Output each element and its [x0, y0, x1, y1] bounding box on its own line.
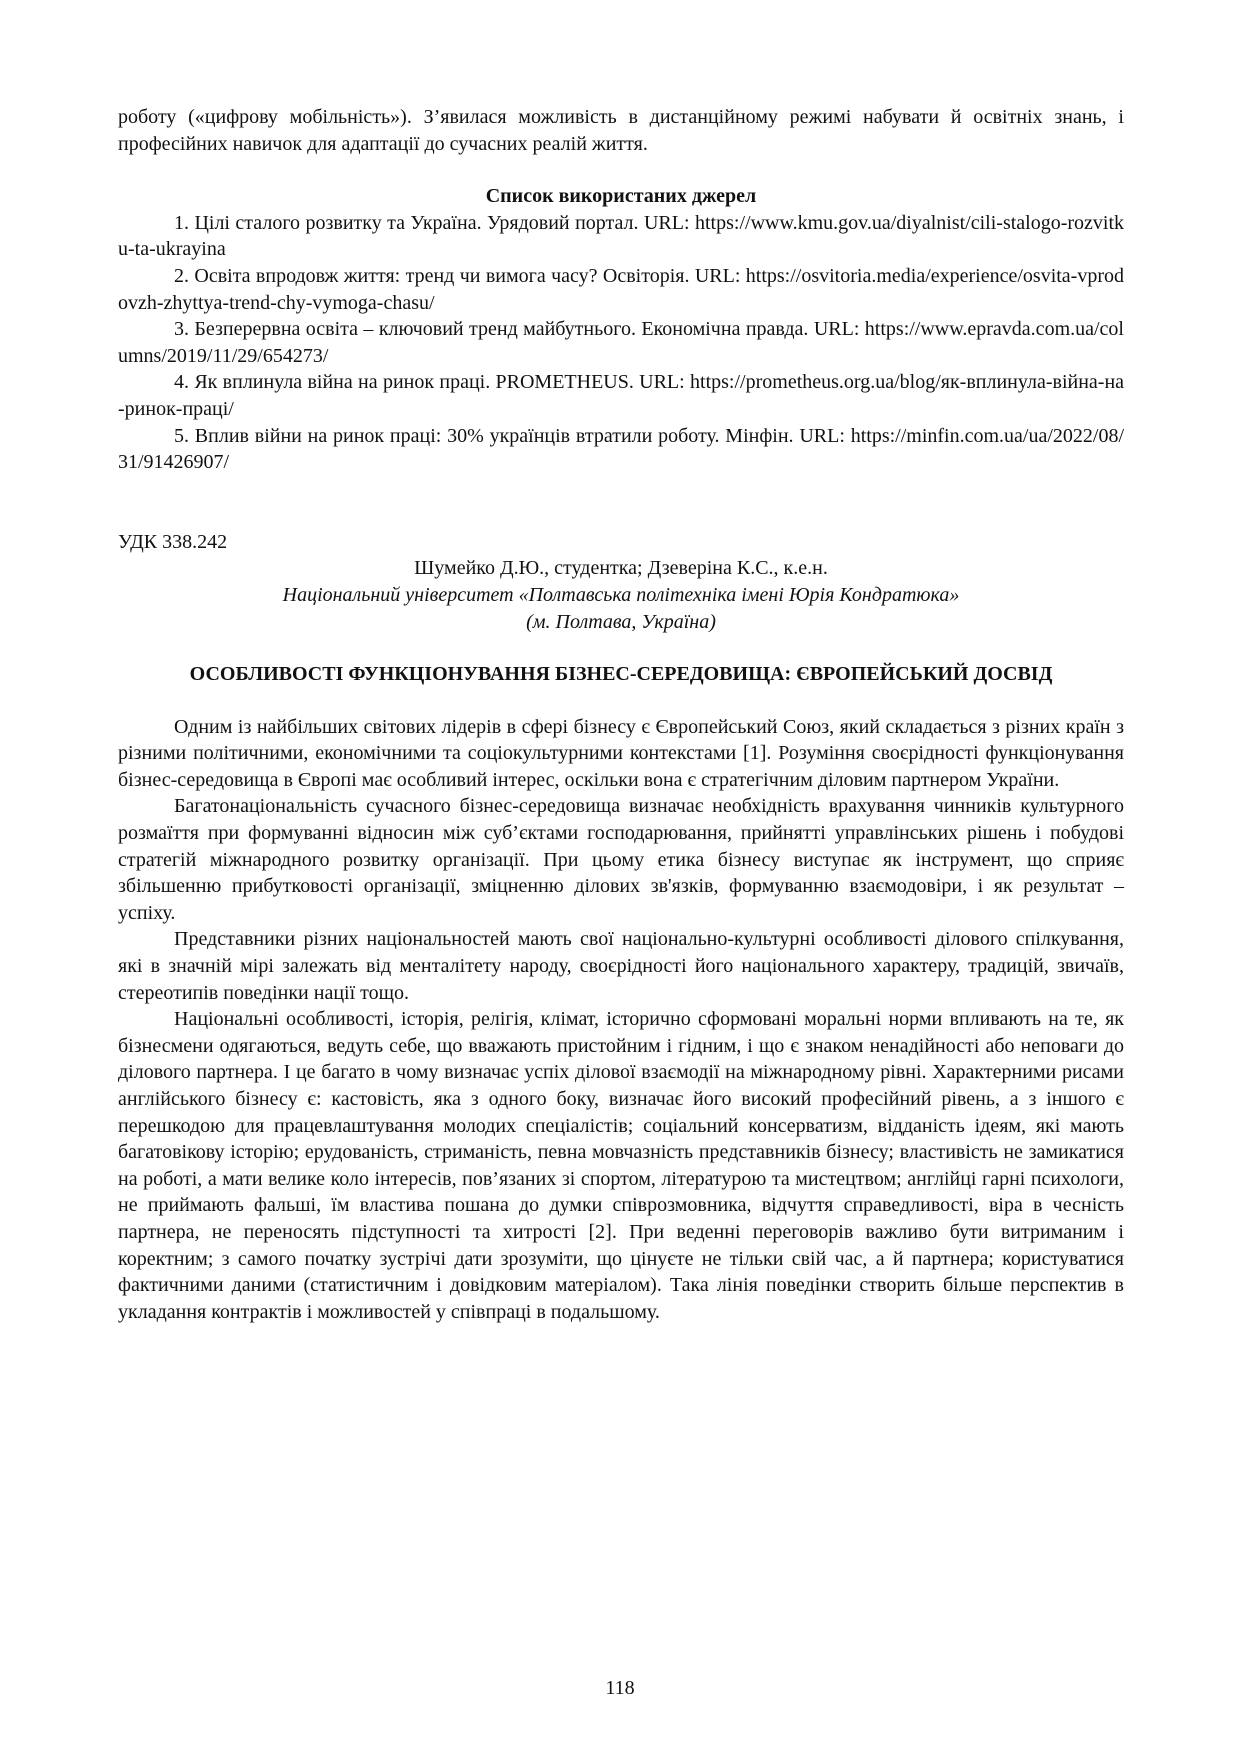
reference-text: Вплив війни на ринок праці: 30% українців втратили роботу. Мінфін. URL: [194, 424, 845, 447]
document-page [118, 104, 1124, 1325]
page-number: 118 [605, 1677, 635, 1699]
article-title: ОСОБЛИВОСТІ ФУНКЦІОНУВАННЯ БІЗНЕС-СЕРЕДОВИЩА: ЄВРОПЕЙСЬКИЙ ДОСВІД [189, 663, 1053, 686]
body-paragraph-2: Багатонаціональність сучасного бізнес-середовища визначає необхідність врахування чинників культурного розмаїття при формуванні відносин між суб’єктами господарювання, прийнятті управлінських рішень і побудові стратегій міжнародного розвитку організації. При цьому етика бізнесу виступає як інструмент, що сприяє збільшенню прибутковості організації, зміцненню ділових зв'язків, формуванню взаємодовіри, і як результат – успіху. [118, 795, 1124, 924]
reference-number: 4. [174, 371, 189, 394]
article-authors: Шумейко Д.Ю., студентка; Дзеверіна К.С., к.е.н. [414, 557, 828, 580]
reference-number: 1. [174, 211, 189, 234]
reference-number: 2. [174, 264, 189, 287]
reference-number: 5. [174, 424, 189, 447]
reference-url[interactable]: https://minfin.com.ua/ua/2022/08/31/91426907/ [118, 424, 1125, 474]
reference-url[interactable]: https://www.epravda.com.ua/columns/2019/11/29/654273/ [118, 318, 1124, 367]
reference-text: Освіта впродовж життя: тренд чи вимога часу? Освіторія. URL: [194, 264, 741, 287]
references-heading: Список використаних джерел [485, 185, 757, 208]
references-list [118, 210, 1124, 476]
article-body [118, 714, 1124, 1326]
reference-url[interactable]: https://osvitoria.media/experience/osvita-vprodovzh-zhyttya-trend-chy-vymoga-chasu/ [118, 264, 1124, 314]
reference-item-3 [118, 316, 1124, 369]
reference-number: 3. [174, 318, 189, 341]
reference-item-5 [118, 423, 1124, 476]
reference-text: Безперервна освіта – ключовий тренд майбутнього. Економічна правда. URL: [194, 318, 860, 341]
body-paragraph-3: Представники різних національностей мають свої національно-культурні особливості ділового спілкування, які в значній мірі залежать від менталітету народу, своєрідності його національного характеру, традицій, звичаїв, стереотипів поведінки нації тощо. [118, 928, 1124, 1004]
reference-text: Цілі сталого розвитку та Україна. Урядовий портал. URL: [194, 211, 690, 234]
reference-item-1 [118, 210, 1124, 263]
reference-text: Як вплинула війна на ринок праці. PROMETHEUS. URL: [194, 371, 685, 394]
article-institution: Національний університет «Полтавська політехніка імені Юрія Кондратюка» [282, 583, 960, 606]
body-paragraph-1: Одним із найбільших світових лідерів в сфері бізнесу є Європейський Союз, який складається з різних країн з різними політичними, економічними та соціокультурними контекстами [1]. Розуміння своєрідності функціонування бізнес-середовища в Європі має особливий інтерес, оскільки вона є стратегічним діловим партнером України. [118, 715, 1124, 791]
intro-paragraph: роботу («цифрову мобільність»). З’явилася можливість в дистанційному режимі набувати й освітніх знань, і професійних навичок для адаптації до сучасних реалій життя. [118, 106, 1124, 155]
reference-url[interactable]: https://prometheus.org.ua/blog/як-вплинула-війна-на-ринок-праці/ [118, 371, 1125, 420]
reference-item-2 [118, 263, 1124, 316]
article-location: (м. Полтава, Україна) [526, 610, 716, 633]
reference-item-4 [118, 369, 1124, 422]
udk-code: УДК 338.242 [118, 530, 228, 553]
body-paragraph-4: Національні особливості, історія, релігія, клімат, історично сформовані моральні норми впливають на те, як бізнесмени одягаються, ведуть себе, що вважають пристойним і гідним, і що є знаком ненадійності або неповаги до ділового партнера. І це багато в чому визначає успіх ділової взаємодії на міжнародному рівні. Характерними рисами англійського бізнесу є: кастовість, яка з одного боку, визначає його високий професійний рівень, а з іншого є перешкодою для працевлаштування молодих спеціалістів; соціальний консерватизм, відданість ідеям, які мають багатовікову історію; ерудованість, стриманість, певна мовчазність представників бізнесу; властивість не замикатися на роботі, а мати велике коло інтересів, пов’язаних зі спортом, літературою та мистецтвом; англійці гарні психологи, не приймають фальші, їм властива пошана до думки співрозмовника, відчуття справедливості, віра в чесність партнера, не переносять підступності та хитрості [2]. При веденні переговорів важливо бути витриманим і коректним; з самого початку зустрічі дати зрозуміти, що цінуєте не тільки свій час, а й партнера; користуватися фактичними даними (статистичним і довідковим матеріалом). Така лінія поведінки створить більше перспектив в укладання контрактів і можливостей у співпраці в подальшому. [118, 1008, 1124, 1323]
reference-url[interactable]: https://www.kmu.gov.ua/diyalnist/cili-stalogo-rozvitku-ta-ukrayina [118, 211, 1125, 261]
